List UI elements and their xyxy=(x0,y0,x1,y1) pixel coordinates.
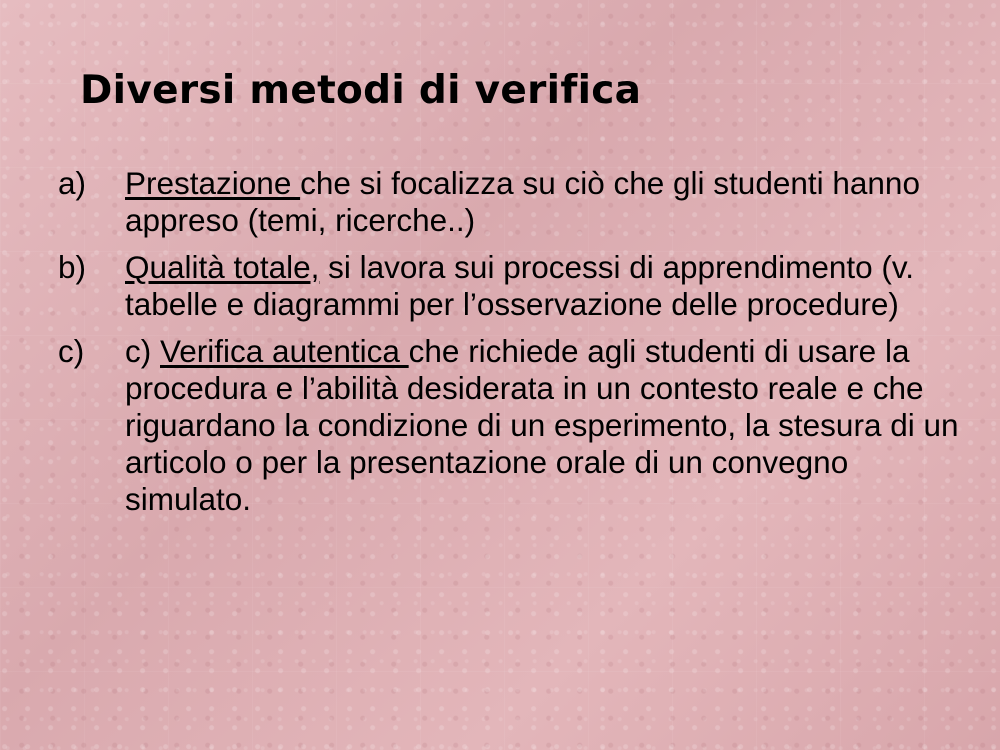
slide-title: Diversi metodi di verifica xyxy=(80,68,642,113)
item-text: che richiede agli studenti di usare la procedura e l’abilità desiderata in un contesto reale e che riguardano la condizione di un esperimento, la stesura di un articolo o per la presentazione orale di un convegno simulato. xyxy=(125,333,959,517)
list-item xyxy=(58,333,968,518)
item-text: che si focalizza su ciò che gli studenti hanno appreso (temi, ricerche..) xyxy=(125,165,920,238)
item-term: Prestazione xyxy=(125,165,301,201)
item-text: si lavora sui processi di apprendimento (v. tabelle e diagrammi per l’osservazione delle procedure) xyxy=(125,249,915,322)
list-item-body xyxy=(125,333,968,518)
item-term: Verifica autentica xyxy=(160,333,409,369)
item-term: Qualità totale, xyxy=(125,249,320,285)
list-item-body xyxy=(125,165,968,239)
list-item xyxy=(58,249,968,323)
list-item-body xyxy=(125,249,968,323)
list-marker: c) xyxy=(58,333,85,369)
list-marker: a) xyxy=(58,165,87,201)
item-prefix: c) xyxy=(125,333,160,369)
list-item xyxy=(58,165,968,239)
list-marker: b) xyxy=(58,249,87,285)
content-list xyxy=(58,165,968,528)
